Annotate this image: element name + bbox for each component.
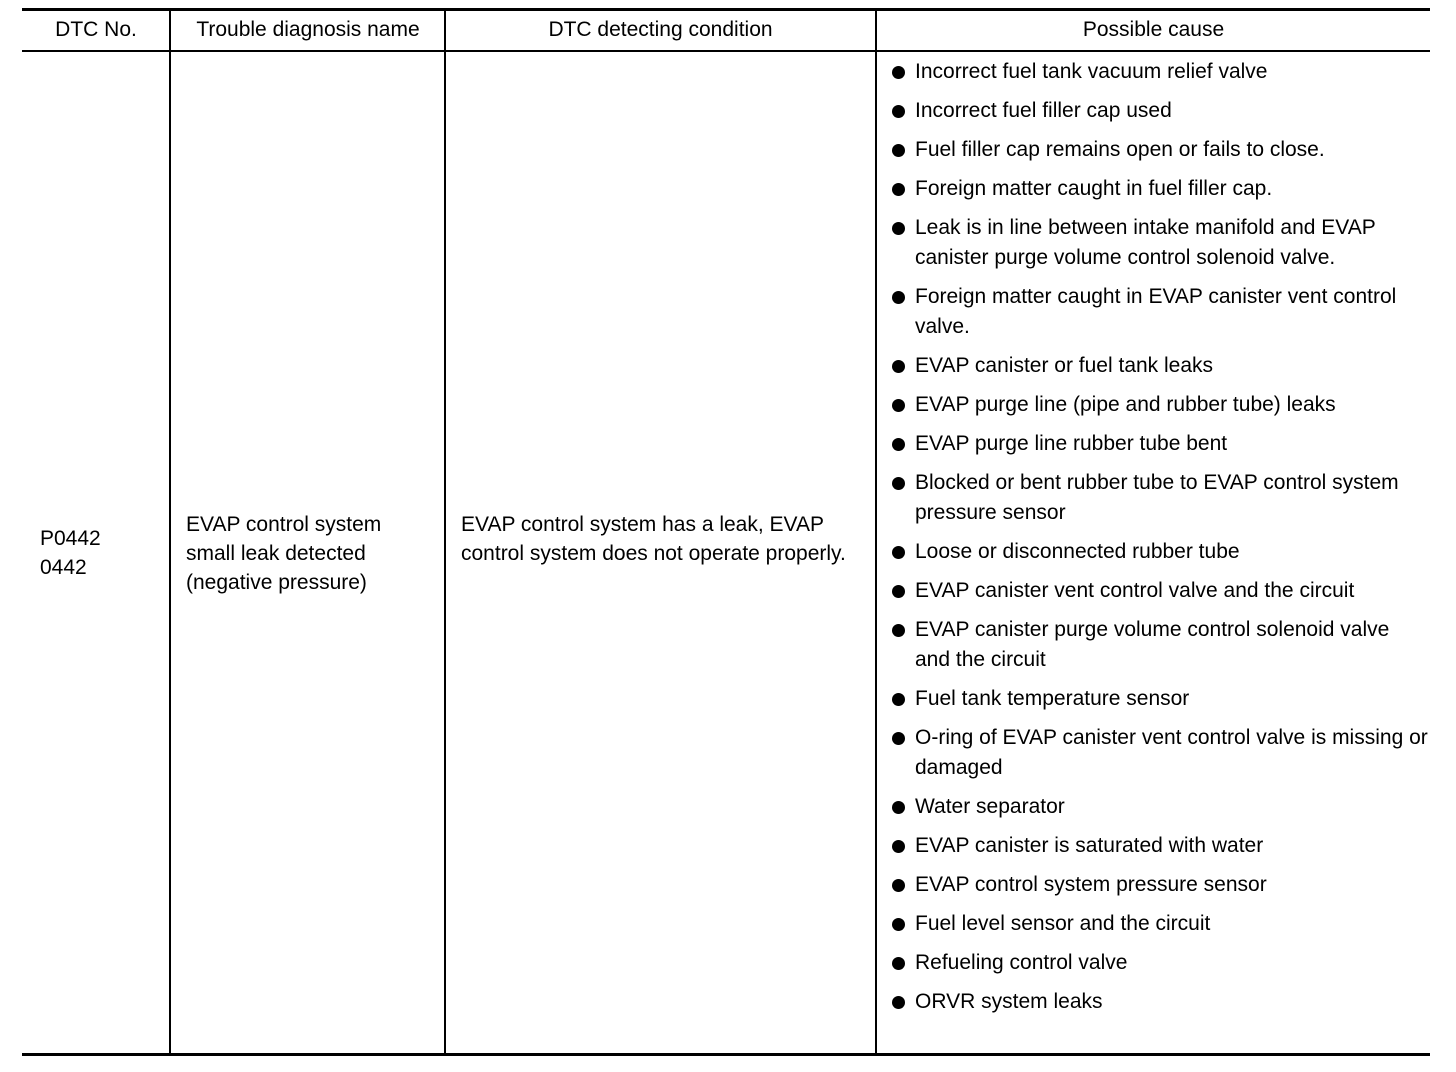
- bullet-icon: [892, 360, 905, 373]
- header-possible-cause: Possible cause: [1082, 18, 1225, 41]
- bullet-icon: [892, 918, 905, 931]
- possible-cause-text: EVAP control system pressure sensor: [915, 873, 1267, 896]
- possible-cause-item: [890, 57, 1430, 87]
- possible-cause-item: [890, 576, 1430, 606]
- possible-cause-text: Blocked or bent rubber tube to EVAP control system pressure sensor: [915, 471, 1399, 524]
- possible-cause-item: [890, 987, 1430, 1017]
- possible-cause-text: EVAP canister is saturated with water: [915, 834, 1264, 857]
- possible-cause-text: EVAP purge line (pipe and rubber tube) leaks: [915, 393, 1336, 416]
- bullet-icon: [892, 879, 905, 892]
- bullet-icon: [892, 693, 905, 706]
- bullet-icon: [892, 840, 905, 853]
- possible-cause-item: [890, 792, 1430, 822]
- possible-cause-list: [890, 57, 1430, 1026]
- detecting-condition-cell: EVAP control system has a leak, EVAP control system does not operate properly.: [461, 513, 846, 565]
- possible-cause-item: [890, 351, 1430, 381]
- dtc-code-cell: [40, 524, 160, 582]
- possible-cause-text: Refueling control valve: [915, 951, 1128, 974]
- table-header-row: [22, 11, 1430, 52]
- possible-cause-item: [890, 684, 1430, 714]
- bullet-icon: [892, 585, 905, 598]
- bullet-icon: [892, 801, 905, 814]
- bullet-icon: [892, 399, 905, 412]
- possible-cause-item: [890, 948, 1430, 978]
- possible-cause-item: [890, 615, 1430, 675]
- possible-cause-text: Foreign matter caught in EVAP canister vent control valve.: [915, 285, 1397, 338]
- bullet-icon: [892, 144, 905, 157]
- bullet-icon: [892, 183, 905, 196]
- dtc-code-secondary: 0442: [40, 556, 87, 579]
- possible-cause-item: [890, 723, 1430, 783]
- possible-cause-item: [890, 909, 1430, 939]
- possible-cause-text: Leak is in line between intake manifold and EVAP canister purge volume control solenoid valve.: [915, 216, 1376, 269]
- header-detecting-condition: DTC detecting condition: [548, 18, 773, 41]
- header-diagnosis-name: Trouble diagnosis name: [196, 18, 420, 41]
- possible-cause-text: Incorrect fuel tank vacuum relief valve: [915, 60, 1268, 83]
- possible-cause-text: Loose or disconnected rubber tube: [915, 540, 1240, 563]
- possible-cause-text: EVAP purge line rubber tube bent: [915, 432, 1228, 455]
- bullet-icon: [892, 624, 905, 637]
- bullet-icon: [892, 957, 905, 970]
- possible-cause-item: [890, 870, 1430, 900]
- dtc-code-primary: P0442: [40, 527, 101, 550]
- possible-cause-item: [890, 174, 1430, 204]
- bullet-icon: [892, 438, 905, 451]
- bullet-icon: [892, 546, 905, 559]
- possible-cause-item: [890, 282, 1430, 342]
- bullet-icon: [892, 222, 905, 235]
- possible-cause-item: [890, 429, 1430, 459]
- header-dtc-no: DTC No.: [55, 18, 137, 41]
- dtc-table: [22, 8, 1430, 1056]
- possible-cause-item: [890, 390, 1430, 420]
- possible-cause-text: Foreign matter caught in fuel filler cap.: [915, 177, 1273, 200]
- bullet-icon: [892, 732, 905, 745]
- possible-cause-item: [890, 537, 1430, 567]
- possible-cause-text: Water separator: [915, 795, 1065, 818]
- possible-cause-item: [890, 831, 1430, 861]
- possible-cause-item: [890, 135, 1430, 165]
- possible-cause-item: [890, 96, 1430, 126]
- possible-cause-text: Fuel tank temperature sensor: [915, 687, 1190, 710]
- column-divider: [169, 11, 171, 1053]
- possible-cause-text: EVAP canister or fuel tank leaks: [915, 354, 1214, 377]
- bullet-icon: [892, 105, 905, 118]
- possible-cause-text: EVAP canister purge volume control solenoid valve and the circuit: [915, 618, 1390, 671]
- bullet-icon: [892, 996, 905, 1009]
- column-divider: [444, 11, 446, 1053]
- possible-cause-item: [890, 213, 1430, 273]
- possible-cause-text: Fuel level sensor and the circuit: [915, 912, 1211, 935]
- possible-cause-text: O-ring of EVAP canister vent control valve is missing or damaged: [915, 726, 1428, 779]
- possible-cause-text: ORVR system leaks: [915, 990, 1103, 1013]
- possible-cause-text: EVAP canister vent control valve and the circuit: [915, 579, 1355, 602]
- column-divider: [875, 11, 877, 1053]
- bullet-icon: [892, 477, 905, 490]
- possible-cause-text: Incorrect fuel filler cap used: [915, 99, 1172, 122]
- diagnosis-name-cell: EVAP control system small leak detected (negative pressure): [186, 513, 382, 594]
- possible-cause-item: [890, 468, 1430, 528]
- bullet-icon: [892, 66, 905, 79]
- possible-cause-text: Fuel filler cap remains open or fails to close.: [915, 138, 1325, 161]
- bullet-icon: [892, 291, 905, 304]
